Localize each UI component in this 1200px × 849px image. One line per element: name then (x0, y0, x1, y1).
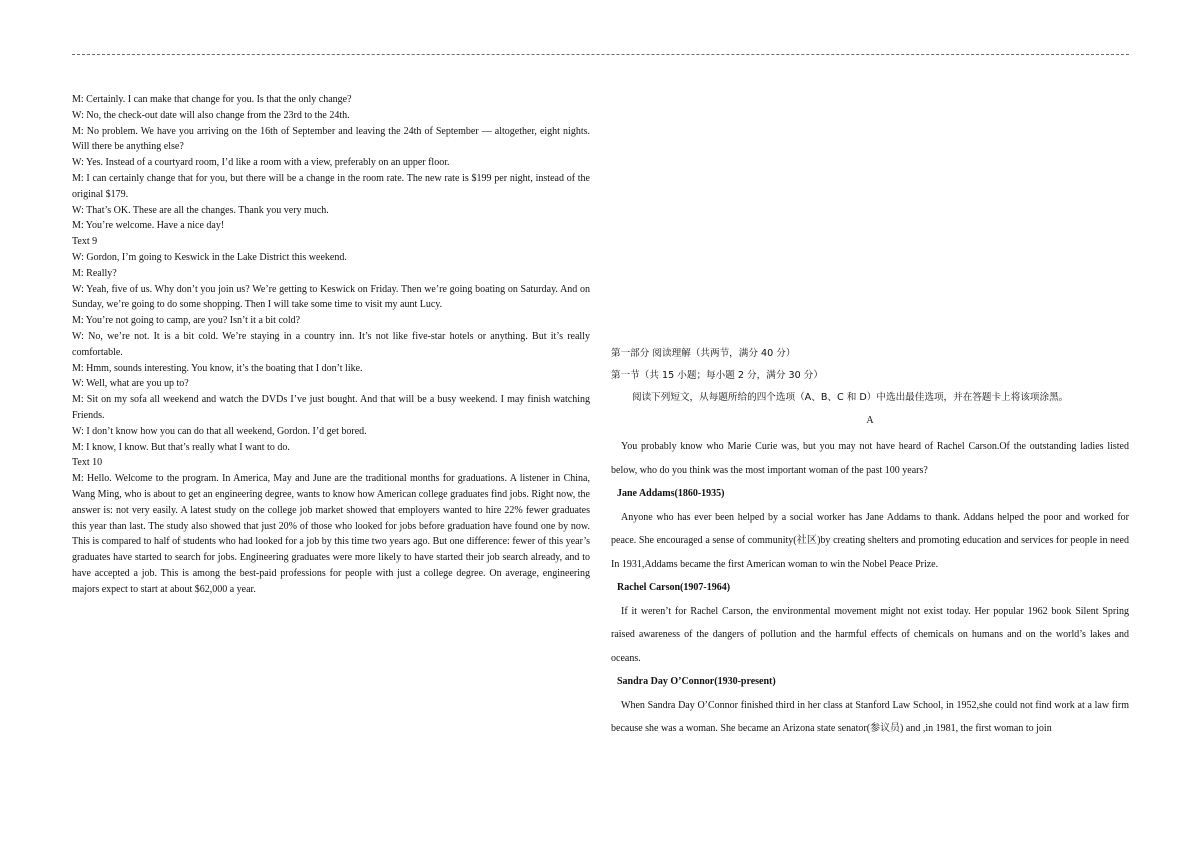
text-label: Text 9 (72, 236, 98, 248)
transcript-line: W: Yeah, five of us. Why don’t you join us? We’re getting to Keswick on Friday. Then we’re going boating on Saturday. And on Sunday, we’re going to do some shopping. Then I will take some time to visit my aunt Lucy. (72, 283, 590, 311)
transcript-line: M: I know, I know. But that’s really what I want to do. (72, 441, 290, 453)
section-body: Anyone who has ever been helped by a social worker has Jane Addams to thank. Addans helped the poor and worked for peace. She encouraged a sense of community(社区)by creating shelters and promoting education and services for people in need In 1931,Addams became the first American woman to win the Nobel Peace Prize. (611, 511, 1129, 570)
transcript-line: W: No, we’re not. It is a bit cold. We’re staying in a country inn. It’s not like five-star hotels or anything. But it’s really comfortable. (72, 330, 590, 358)
transcript-line: W: Gordon, I’m going to Keswick in the Lake District this weekend. (72, 251, 347, 263)
transcript-line: M: You’re not going to camp, are you? Isn’t it a bit cold? (72, 315, 301, 327)
transcript-line: M: Hmm, sounds interesting. You know, it’s the boating that I don’t like. (72, 362, 363, 374)
transcript-line: W: I don’t know how you can do that all weekend, Gordon. I’d get bored. (72, 425, 367, 437)
transcript-line: M: I can certainly change that for you, but there will be a change in the room rate. The new rate is $199 per night, instead of the original $179. (72, 172, 590, 200)
passage-label: A (866, 415, 874, 426)
text-label: Text 10 (72, 457, 103, 469)
part-title: 第一部分 阅读理解（共两节，满分 40 分） (611, 348, 796, 359)
transcript-line: W: Yes. Instead of a courtyard room, I’d like a room with a view, preferably on an upper floor. (72, 157, 450, 169)
transcript-line: M: Hello. Welcome to the program. In America, May and June are the traditional months for graduations. A listener in China, Wang Ming, who is about to get an engineering degree, wants to know how American college graduates find jobs. Right now, the answer is: not very easily. A latest study on the college job market showed that employers wanted to hire 22% fewer graduates this year than last. The study also showed that just 20% of those who looked for jobs before graduation have found one by now. This is compared to half of students who had looked for a job by this time two years ago. But one difference: fewer of this year’s graduates have started to search for jobs. Engineering graduates were more likely to have started their job search already, and to have accepted a job. This is among the best-paid professions for people with just a college degree. On average, engineering majors expect to start at about $62,000 a year. (72, 473, 590, 595)
section-heading: Jane Addams(1860-1935) (617, 488, 725, 499)
transcript-line: M: Certainly. I can make that change for you. Is that the only change? (72, 94, 352, 105)
transcript-line: M: Sit on my sofa all weekend and watch the DVDs I’ve just bought. And that will be a busy weekend. I may finish watching Friends. (72, 394, 590, 421)
instructions: 阅读下列短文，从每题所给的四个选项（A、B、C 和 D）中选出最佳选项，并在答题卡上将该项涂黑。 (632, 392, 1069, 403)
transcript-line: M: No problem. We have you arriving on the 16th of September and leaving the 24th of September — altogether, eight nights. Will there be anything else? (72, 125, 590, 153)
section-title: 第一节（共 15 小题；每小题 2 分，满分 30 分） (611, 370, 823, 381)
section-heading: Sandra Day O’Connor(1930-present) (617, 676, 776, 687)
transcript-line: M: You’re welcome. Have a nice day! (72, 220, 225, 232)
section-body: If it weren’t for Rachel Carson, the environmental movement might not exist today. Her popular 1962 book Silent Spring raised awareness of the dangers of pollution and the harmful effects of chemicals on humans and on the world’s lakes and oceans. (611, 605, 1129, 664)
header-rule (72, 54, 1129, 55)
transcript-line: M: Really? (72, 267, 117, 279)
section-heading: Rachel Carson(1907-1964) (617, 582, 731, 593)
transcript-line: W: No, the check-out date will also change from the 23rd to the 24th. (72, 109, 350, 121)
transcript-line: W: That’s OK. These are all the changes. Thank you very much. (72, 204, 329, 216)
passage-intro: You probably know who Marie Curie was, but you may not have heard of Rachel Carson.Of the outstanding ladies listed below, who do you think was the most important woman of the past 100 years? (611, 441, 1129, 476)
section-body: When Sandra Day O’Connor finished third in her class at Stanford Law School, in 1952,she could not find work at a law firm because she was a woman. She became an Arizona state senator(参议员) and ,in 1981, the first woman to join (611, 699, 1129, 734)
transcript-line: W: Well, what are you up to? (72, 378, 189, 390)
reading-comprehension-column (611, 345, 1129, 741)
listening-transcript-column (72, 92, 590, 598)
